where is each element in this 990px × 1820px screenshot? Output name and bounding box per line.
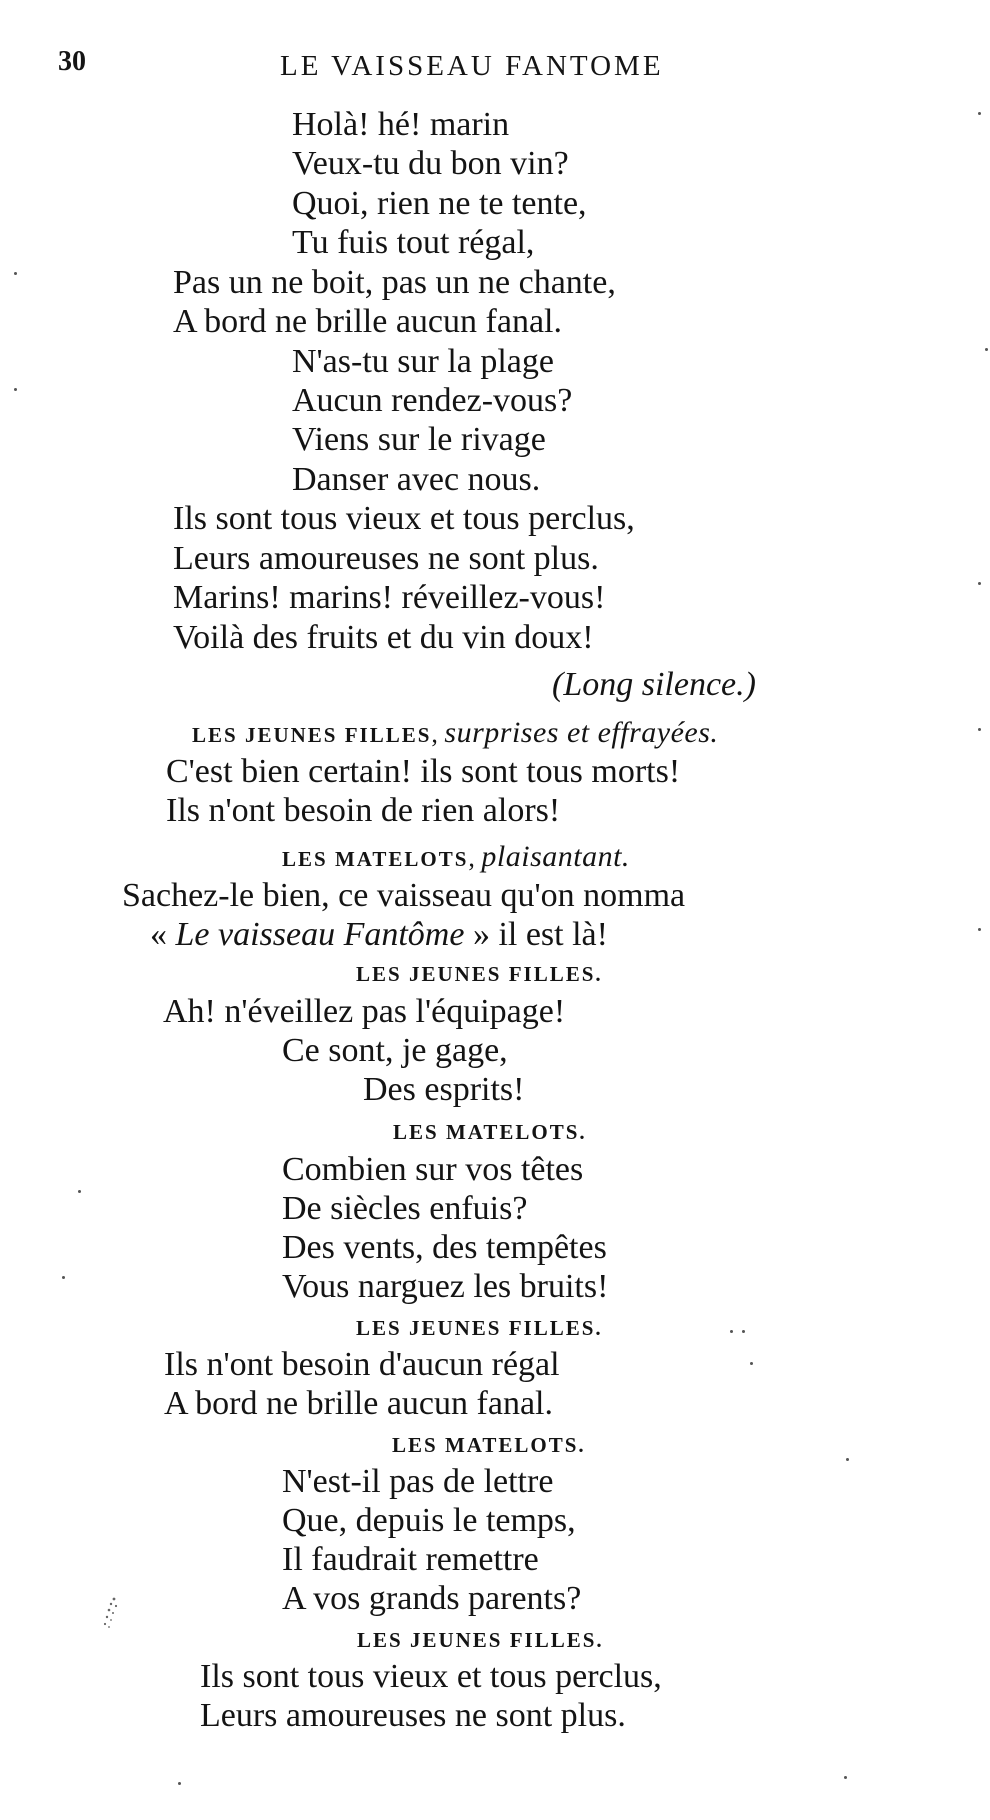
verse-line: Viens sur le rivage xyxy=(292,421,546,458)
scan-speck xyxy=(178,1782,181,1785)
verse-line: A vos grands parents? xyxy=(282,1580,582,1617)
scan-speck xyxy=(78,1190,81,1193)
speaker-separator: , xyxy=(468,843,482,872)
running-head: LE VAISSEAU FANTOME xyxy=(280,50,664,82)
scan-speck xyxy=(846,1458,849,1461)
scan-speck xyxy=(844,1776,847,1779)
verse-line: Ils n'ont besoin d'aucun régal xyxy=(164,1346,560,1383)
verse-line: Pas un ne boit, pas un ne chante, xyxy=(173,264,616,301)
ship-name: Le vaisseau Fantôme xyxy=(175,916,465,953)
speaker-heading: LES JEUNES FILLES. xyxy=(356,962,603,986)
ink-smudge xyxy=(100,1595,126,1631)
speaker-separator: , xyxy=(431,719,445,748)
speaker-heading: LES JEUNES FILLES. xyxy=(357,1628,604,1652)
scan-speck xyxy=(985,348,988,351)
scan-speck xyxy=(978,582,981,585)
verse-line: A bord ne brille aucun fanal. xyxy=(164,1385,553,1422)
verse-line: Ce sont, je gage, xyxy=(282,1032,508,1069)
verse-line: C'est bien certain! ils sont tous morts! xyxy=(166,753,681,790)
verse-line: Quoi, rien ne te tente, xyxy=(292,185,587,222)
verse-line: Combien sur vos têtes xyxy=(282,1151,584,1188)
speaker-direction: plaisantant. xyxy=(481,840,630,873)
scan-speck xyxy=(62,1276,65,1279)
verse-line: Voilà des fruits et du vin doux! xyxy=(173,619,594,656)
verse-line: Tu fuis tout régal, xyxy=(292,224,535,261)
quote-close: » il est là! xyxy=(464,916,608,953)
verse-line: De siècles enfuis? xyxy=(282,1190,528,1227)
verse-line: N'as-tu sur la plage xyxy=(292,343,554,380)
quote-open: « xyxy=(150,916,176,953)
verse-line xyxy=(150,916,608,954)
verse-line: A bord ne brille aucun fanal. xyxy=(173,303,562,340)
verse-line: Veux-tu du bon vin? xyxy=(292,145,569,182)
scan-speck xyxy=(978,928,981,931)
verse-line: Ils sont tous vieux et tous perclus, xyxy=(200,1658,662,1695)
scan-speck xyxy=(730,1330,733,1333)
verse-line: Il faudrait remettre xyxy=(282,1541,539,1578)
verse-line: Leurs amoureuses ne sont plus. xyxy=(173,540,599,577)
page-number: 30 xyxy=(58,46,86,77)
scan-speck xyxy=(750,1362,753,1365)
speaker-heading: LES MATELOTS. xyxy=(393,1120,587,1144)
speaker-heading: LES MATELOTS. xyxy=(392,1433,586,1457)
verse-line: Danser avec nous. xyxy=(292,461,541,498)
verse-line: Que, depuis le temps, xyxy=(282,1502,576,1539)
verse-line: Vous narguez les bruits! xyxy=(282,1268,609,1305)
verse-line: Holà! hé! marin xyxy=(292,106,510,143)
verse-line: Ils sont tous vieux et tous perclus, xyxy=(173,500,635,537)
scan-speck xyxy=(14,388,17,391)
speaker-heading xyxy=(282,840,630,874)
speaker-heading: LES JEUNES FILLES. xyxy=(356,1316,603,1340)
verse-line: Leurs amoureuses ne sont plus. xyxy=(200,1697,626,1734)
speaker-direction: surprises et effrayées. xyxy=(444,716,719,749)
verse-line: Des esprits! xyxy=(363,1071,525,1108)
scan-speck xyxy=(14,272,17,275)
verse-line: Sachez-le bien, ce vaisseau qu'on nomma xyxy=(122,877,686,914)
scan-speck xyxy=(978,112,981,115)
verse-line: Aucun rendez-vous? xyxy=(292,382,573,419)
scan-speck xyxy=(978,728,981,731)
speaker-heading xyxy=(192,716,718,750)
verse-line: Des vents, des tempêtes xyxy=(282,1229,607,1266)
scan-speck xyxy=(742,1330,745,1333)
verse-line: Marins! marins! réveillez-vous! xyxy=(173,579,606,616)
speaker-name: LES MATELOTS xyxy=(282,847,469,871)
verse-line: Ils n'ont besoin de rien alors! xyxy=(166,792,561,829)
speaker-name: LES JEUNES FILLES xyxy=(192,723,432,747)
verse-line: N'est-il pas de lettre xyxy=(282,1463,554,1500)
verse-line: Ah! n'éveillez pas l'équipage! xyxy=(163,993,566,1030)
stage-direction: (Long silence.) xyxy=(552,666,756,703)
